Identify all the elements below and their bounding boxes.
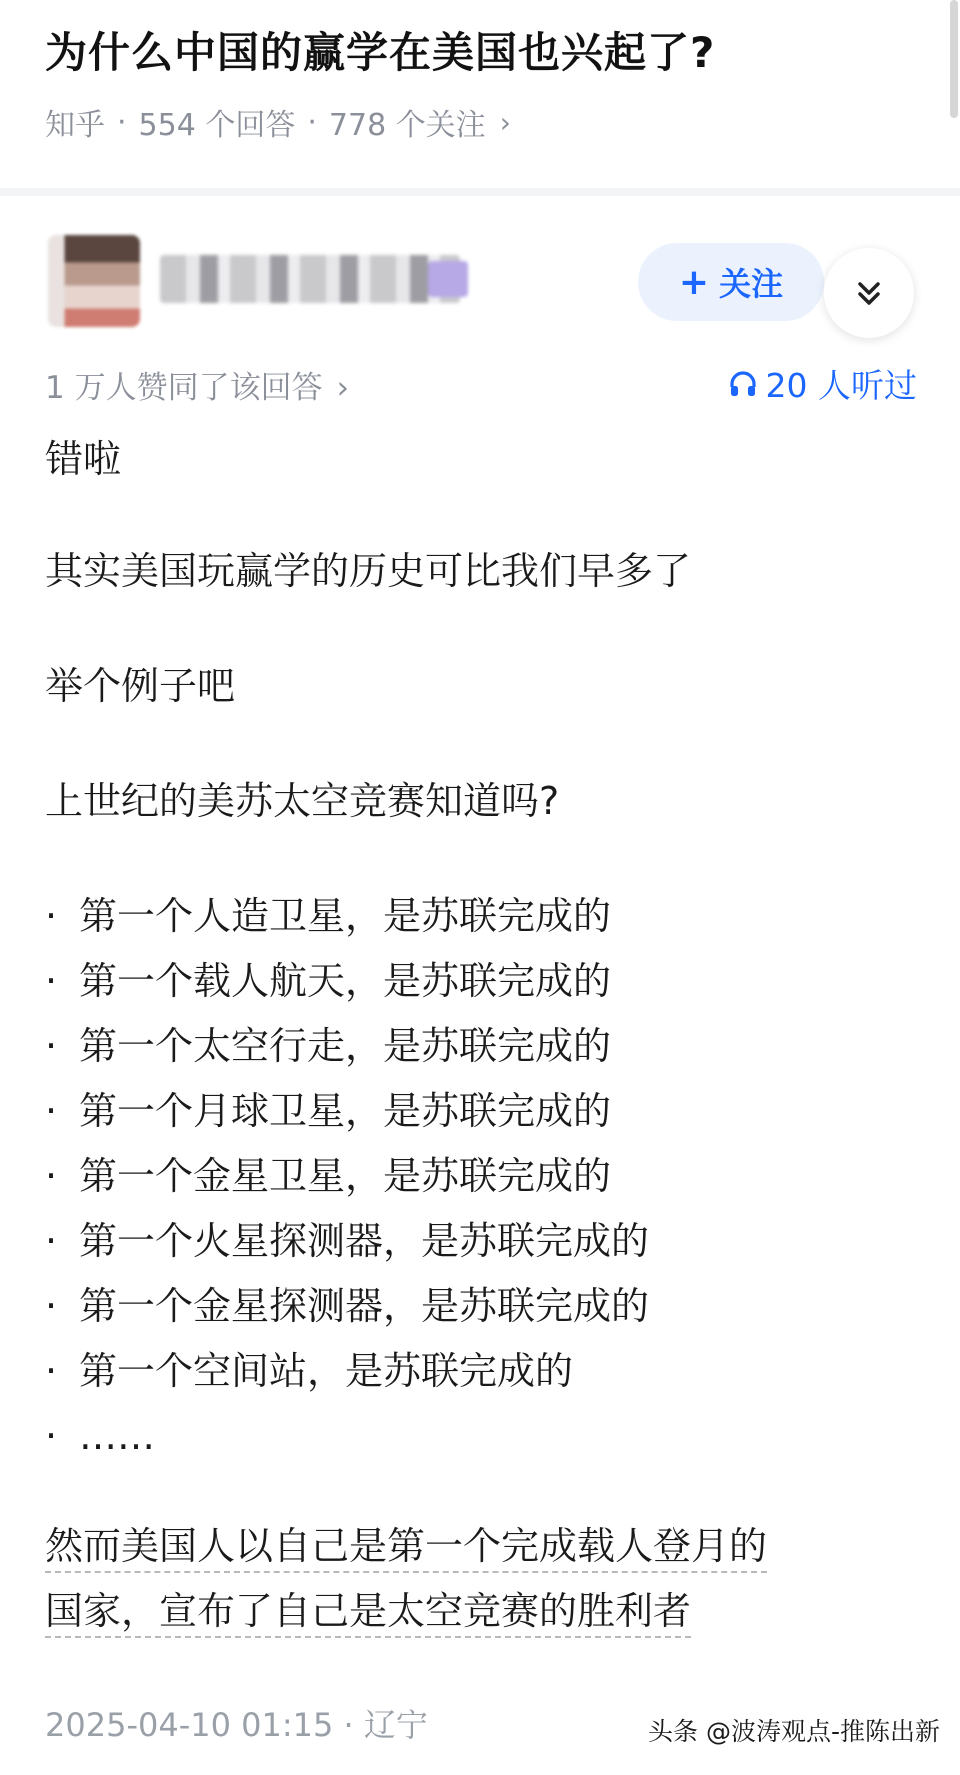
author-badge bbox=[428, 261, 468, 297]
answer-paragraph: 错啦 bbox=[45, 437, 122, 481]
chevron-right-icon: › bbox=[499, 105, 511, 139]
source-label: 知乎 bbox=[45, 108, 105, 143]
list-item bbox=[45, 1154, 612, 1198]
author-name-blurred[interactable] bbox=[160, 255, 460, 303]
bullet-mark: · bbox=[45, 1219, 58, 1263]
list-item bbox=[45, 1284, 650, 1328]
section-divider bbox=[0, 188, 960, 196]
question-meta[interactable] bbox=[45, 100, 511, 144]
bullet-mark: · bbox=[45, 1284, 58, 1328]
post-date: 2025-04-10 01:15 bbox=[45, 1706, 334, 1744]
answer-paragraph: 举个例子吧 bbox=[45, 664, 236, 708]
conclusion-line[interactable]: 国家，宣布了自己是太空竞赛的胜利者 bbox=[45, 1589, 692, 1633]
list-item-text: 第一个人造卫星，是苏联完成的 bbox=[79, 894, 612, 938]
chevron-right-icon: › bbox=[336, 370, 349, 406]
listen-label: 20 人听过 bbox=[765, 366, 917, 405]
list-item-text: 第一个火星探测器，是苏联完成的 bbox=[79, 1219, 650, 1263]
plus-icon: + bbox=[678, 261, 710, 303]
bullet-mark: · bbox=[45, 1154, 58, 1198]
post-location: 辽宁 bbox=[363, 1706, 428, 1744]
list-item bbox=[45, 1349, 574, 1393]
list-item-text: 第一个月球卫星，是苏联完成的 bbox=[79, 1089, 612, 1133]
follow-button[interactable] bbox=[638, 243, 824, 321]
meta-separator: · bbox=[117, 104, 127, 140]
conclusion-line[interactable]: 然而美国人以自己是第一个完成载人登月的 bbox=[45, 1524, 768, 1568]
headphones-icon bbox=[728, 369, 758, 399]
answer-paragraph: 其实美国玩赢学的历史可比我们早多了 bbox=[45, 549, 692, 593]
meta-separator: · bbox=[343, 1706, 354, 1744]
bullet-mark: · bbox=[45, 959, 58, 1003]
list-item-text: 第一个太空行走，是苏联完成的 bbox=[79, 1024, 612, 1068]
post-date-location bbox=[45, 1700, 428, 1746]
upvote-summary[interactable] bbox=[45, 362, 349, 407]
list-item-text: 第一个金星卫星，是苏联完成的 bbox=[79, 1154, 612, 1198]
follow-label: 关注 bbox=[719, 265, 784, 303]
bullet-mark: · bbox=[45, 894, 58, 938]
list-item-text: 第一个金星探测器，是苏联完成的 bbox=[79, 1284, 650, 1328]
listen-count[interactable] bbox=[728, 360, 917, 407]
answer-paragraph: 上世纪的美苏太空竞赛知道吗? bbox=[45, 779, 560, 823]
meta-separator: · bbox=[307, 104, 317, 140]
list-item bbox=[45, 1219, 650, 1263]
upvote-count: 1 万人赞同了该回答 bbox=[45, 370, 323, 406]
list-item bbox=[45, 1089, 612, 1133]
bullet-mark: · bbox=[45, 1414, 58, 1458]
list-item bbox=[45, 894, 612, 938]
expand-more-button[interactable] bbox=[824, 248, 914, 338]
double-chevron-down-icon bbox=[852, 276, 886, 310]
list-item-text: 第一个空间站，是苏联完成的 bbox=[79, 1349, 574, 1393]
list-item bbox=[45, 959, 612, 1003]
list-item-text: 第一个载人航天，是苏联完成的 bbox=[79, 959, 612, 1003]
follower-count: 778 个关注 bbox=[328, 108, 486, 143]
avatar[interactable] bbox=[48, 235, 140, 327]
question-header bbox=[0, 0, 960, 188]
bullet-mark: · bbox=[45, 1349, 58, 1393]
answer-count: 554 个回答 bbox=[138, 108, 296, 143]
bullet-mark: · bbox=[45, 1089, 58, 1133]
list-item bbox=[45, 1414, 155, 1458]
list-item bbox=[45, 1024, 612, 1068]
bullet-mark: · bbox=[45, 1024, 58, 1068]
scrollbar[interactable] bbox=[950, 0, 958, 118]
list-item-text: …… bbox=[79, 1414, 155, 1458]
watermark: 头条 @波涛观点-推陈出新 bbox=[648, 1717, 940, 1746]
question-title[interactable]: 为什么中国的赢学在美国也兴起了? bbox=[45, 28, 716, 77]
